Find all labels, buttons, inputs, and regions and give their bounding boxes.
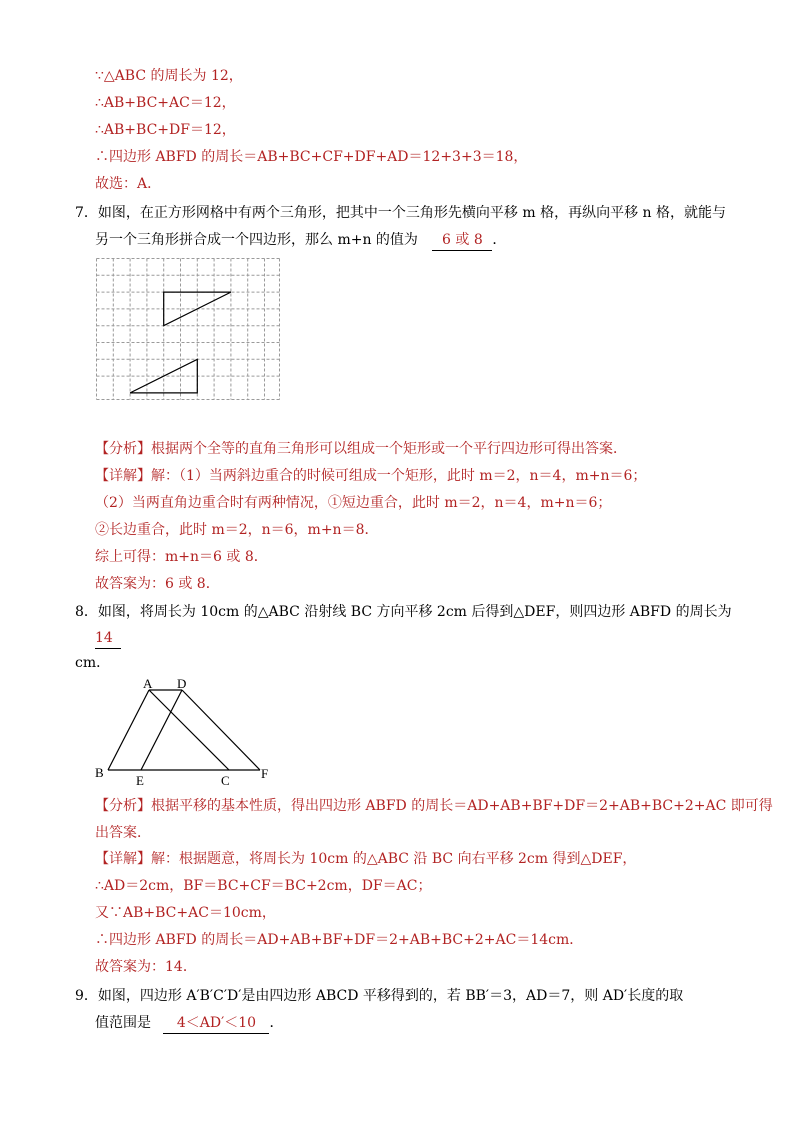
label-a: A — [143, 676, 153, 691]
question-stem: 另一个三角形拼合成一个四边形，那么 m+n 的值为 — [95, 232, 418, 248]
answer-blank: 6 或 8 — [432, 230, 492, 251]
solution-line: ∴AB+BC+AC＝12， — [95, 95, 236, 111]
detail-text: ②长边重合，此时 m＝2，n＝6，m+n＝8． — [95, 522, 379, 538]
analysis-text: 【分析】根据平移的基本性质，得出四边形 ABFD 的周长＝AD+AB+BF+DF＝2+AB+BC+2+AC 即可得 — [95, 798, 773, 814]
punctuation: ． — [269, 1015, 284, 1031]
translation-figure — [92, 676, 282, 786]
question-stem: 值范围是 — [95, 1015, 151, 1031]
detail-text: （2）当两直角边重合时有两种情况，①短边重合，此时 m＝2，n＝4，m+n＝6； — [95, 495, 612, 511]
detail-text: 综上可得：m+n＝6 或 8． — [95, 549, 268, 565]
solution-line: 故选：A． — [95, 176, 162, 192]
question-8-text: 8．如图，将周长为 10cm 的△ABC 沿射线 BC 方向平移 2cm 后得到△DEF，则四边形 ABFD 的周长为 — [75, 604, 732, 620]
label-b: B — [95, 765, 104, 780]
solution-line: ∴AB+BC+DF＝12， — [95, 122, 236, 138]
label-f: F — [261, 766, 269, 781]
label-e: E — [136, 773, 144, 786]
question-7-text-line2 — [95, 230, 506, 251]
solution-line: ∴四边形 ABFD 的周长＝AB+BC+CF+DF+AD＝12+3+3＝18， — [95, 149, 528, 165]
answer-blank: 14 — [95, 628, 121, 649]
label-d: D — [177, 676, 187, 691]
detail-text: 又∵AB+BC+AC＝10cm， — [95, 905, 276, 921]
punctuation: ． — [492, 232, 507, 248]
detail-text: ∴AD＝2cm，BF＝BC+CF＝BC+2cm，DF＝AC； — [95, 878, 432, 894]
analysis-text: 【分析】根据两个全等的直角三角形可以组成一个矩形或一个平行四边形可得出答案． — [95, 441, 627, 457]
final-answer: 故答案为：14． — [95, 959, 197, 975]
final-answer: 故答案为：6 或 8． — [95, 576, 220, 592]
question-7-text: 7．如图，在正方形网格中有两个三角形，把其中一个三角形先横向平移 m 格，再纵向平移 n 格，就能与 — [75, 205, 726, 221]
question-9-text-line2 — [95, 1013, 283, 1034]
answer-blank: 4＜AD′＜10 — [163, 1013, 269, 1034]
unit-text: cm． — [75, 655, 111, 671]
detail-text: ∴四边形 ABFD 的周长＝AD+AB+BF+DF＝2+AB+BC+2+AC＝14cm． — [95, 932, 584, 948]
segment-df — [182, 690, 260, 770]
question-8-answer-line — [95, 628, 121, 649]
analysis-text: 出答案． — [95, 825, 151, 841]
solution-line: ∵△ABC 的周长为 12， — [95, 68, 243, 84]
segment-ab — [108, 690, 149, 770]
question-9-text: 9．如图，四边形 A′B′C′D′是由四边形 ABCD 平移得到的，若 BB′＝3，AD＝7，则 AD′长度的取 — [75, 988, 684, 1004]
label-c: C — [221, 773, 230, 786]
dashed-grid — [97, 259, 280, 400]
detail-text: 【详解】解：根据题意，将周长为 10cm 的△ABC 沿 BC 向右平移 2cm 得到△DEF， — [95, 851, 637, 867]
detail-text: 【详解】解：（1）当两斜边重合的时候可组成一个矩形，此时 m＝2，n＝4，m+n＝6； — [95, 468, 647, 484]
grid-figure — [96, 258, 280, 400]
